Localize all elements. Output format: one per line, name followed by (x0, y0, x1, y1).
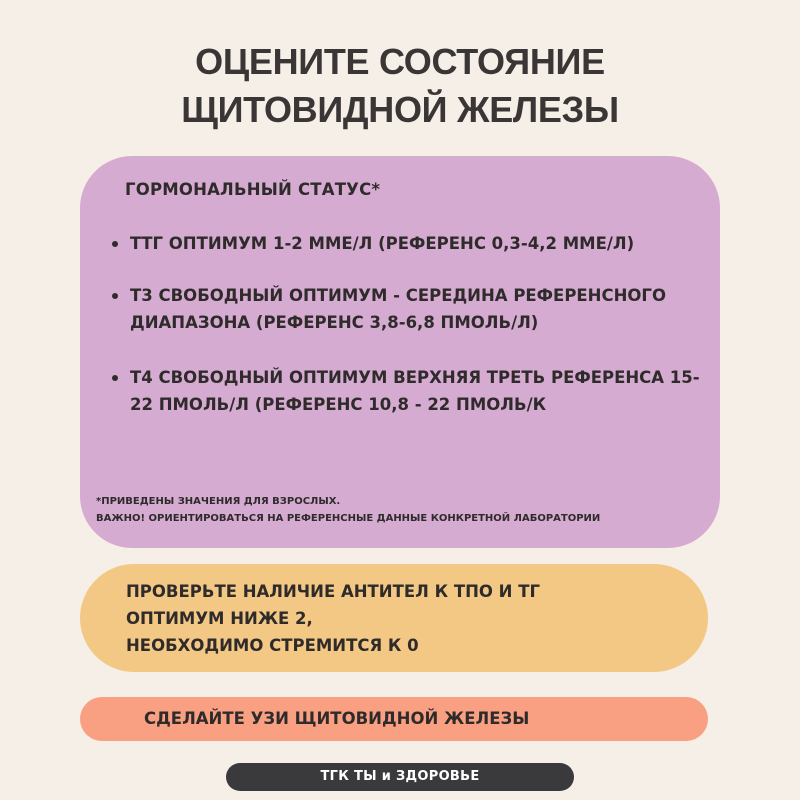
footnote-line-2: ВАЖНО! ОРИЕНТИРОВАТЬСЯ НА РЕФЕРЕНСНЫЕ ДАННЫЕ КОНКРЕТНОЙ ЛАБОРАТОРИИ (96, 513, 601, 524)
page-title-line-2: ЩИТОВИДНОЙ ЖЕЛЕЗЫ (181, 89, 619, 130)
antibodies-line-2: ОПТИМУМ НИЖЕ 2, (126, 609, 313, 628)
antibodies-text (126, 578, 540, 659)
antibodies-line-3: НЕОБХОДИМО СТРЕМИТСЯ К 0 (126, 636, 419, 655)
footnote (96, 493, 716, 527)
hormone-item-t3: Т3 СВОБОДНЫЙ ОПТИМУМ - СЕРЕДИНА РЕФЕРЕНСНОГО ДИАПАЗОНА (РЕФЕРЕНС 3,8-6,8 ПМОЛЬ/Л) (108, 282, 708, 336)
hormonal-status-heading: ГОРМОНАЛЬНЫЙ СТАТУС* (125, 180, 381, 199)
hormone-item-t4: Т4 СВОБОДНЫЙ ОПТИМУМ ВЕРХНЯЯ ТРЕТЬ РЕФЕРЕНСА 15-22 ПМОЛЬ/Л (РЕФЕРЕНС 10,8 - 22 ПМОЛЬ/К (108, 364, 708, 418)
antibodies-line-1: ПРОВЕРЬТЕ НАЛИЧИЕ АНТИТЕЛ К ТПО И ТГ (126, 582, 540, 601)
footnote-line-1: *ПРИВЕДЕНЫ ЗНАЧЕНИЯ ДЛЯ ВЗРОСЛЫХ. (96, 496, 341, 507)
ultrasound-card (80, 697, 708, 741)
ultrasound-text: СДЕЛАЙТЕ УЗИ ЩИТОВИДНОЙ ЖЕЛЕЗЫ (144, 709, 530, 728)
hormone-item-ttg: ТТГ ОПТИМУМ 1-2 ММЕ/Л (РЕФЕРЕНС 0,3-4,2 ММЕ/Л) (108, 230, 708, 257)
hormonal-status-card (80, 156, 720, 548)
hormone-list (108, 230, 708, 418)
antibodies-card (80, 564, 708, 672)
page-title (0, 38, 800, 134)
channel-footer-badge: ТГК ТЫ и ЗДОРОВЬЕ (226, 763, 574, 791)
page-title-line-1: ОЦЕНИТЕ СОСТОЯНИЕ (195, 41, 605, 82)
